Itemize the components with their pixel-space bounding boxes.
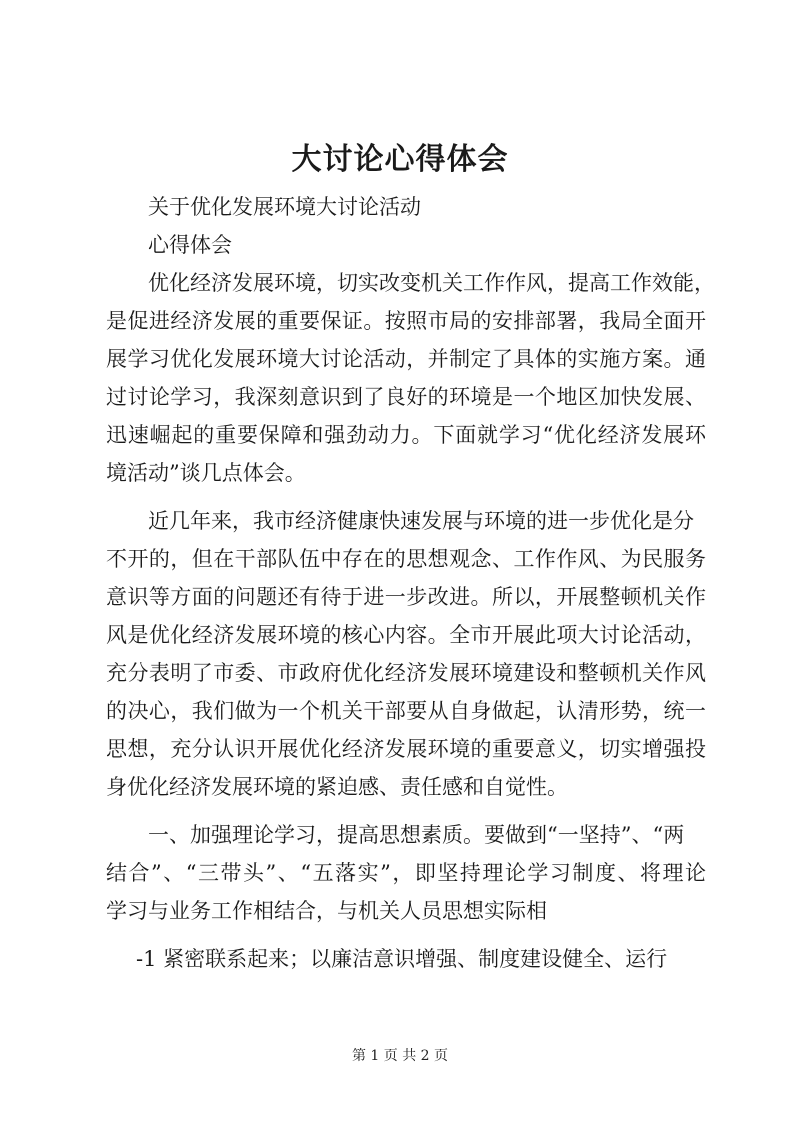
paragraph-line: 结合”、“三带头”、“五落实”，即坚持理论学习制度、将理论 xyxy=(106,861,706,885)
document-title: 大讨论心得体会 xyxy=(291,142,509,177)
paragraph-line: 风是优化经济发展环境的核心内容。全市开展此项大讨论活动， xyxy=(106,623,706,647)
paragraph-line: 意识等方面的问题还有待于进一步改进。所以，开展整顿机关作 xyxy=(106,585,706,609)
paragraph-line: 过讨论学习，我深刻意识到了良好的环境是一个地区加快发展、 xyxy=(106,385,706,409)
paragraph-line: 不开的，但在干部队伍中存在的思想观念、工作作风、为民服务 xyxy=(106,547,706,571)
page-number-footer: 第 1 页 共 2 页 xyxy=(351,1048,449,1064)
paragraph-line: 学习与业务工作相结合，与机关人员思想实际相 xyxy=(106,899,547,923)
paragraph-line: 思想，充分认识开展优化经济发展环境的重要意义，切实增强投 xyxy=(106,737,706,761)
paragraph-line: 身优化经济发展环境的紧迫感、责任感和自觉性。 xyxy=(106,775,568,799)
subtitle-line: 关于优化发展环境大讨论活动 xyxy=(148,195,421,219)
document-body xyxy=(106,188,715,978)
paragraph-line: 近几年来，我市经济健康快速发展与环境的进一步优化是分 xyxy=(148,509,694,533)
paragraph-line: 优化经济发展环境，切实改变机关工作作风，提高工作效能， xyxy=(148,271,715,295)
paragraph-line: 展学习优化发展环境大讨论活动，并制定了具体的实施方案。通 xyxy=(106,347,706,371)
paragraph-line: 的决心，我们做为一个机关干部要从自身做起，认清形势，统一 xyxy=(106,699,706,723)
paragraph-line: 迅速崛起的重要保障和强劲动力。下面就学习“优化经济发展环 xyxy=(106,423,706,447)
subtitle-line: 心得体会 xyxy=(148,233,232,257)
paragraph-line: -1 紧密联系起来；以廉洁意识增强、制度建设健全、运行 xyxy=(136,947,668,971)
section-heading-line: 一、加强理论学习，提高思想素质。要做到“一坚持”、“两 xyxy=(148,823,685,847)
paragraph-line: 是促进经济发展的重要保证。按照市局的安排部署，我局全面开 xyxy=(106,309,706,333)
paragraph-line: 境活动”谈几点体会。 xyxy=(106,461,306,485)
paragraph-line: 充分表明了市委、市政府优化经济发展环境建设和整顿机关作风 xyxy=(106,661,706,685)
